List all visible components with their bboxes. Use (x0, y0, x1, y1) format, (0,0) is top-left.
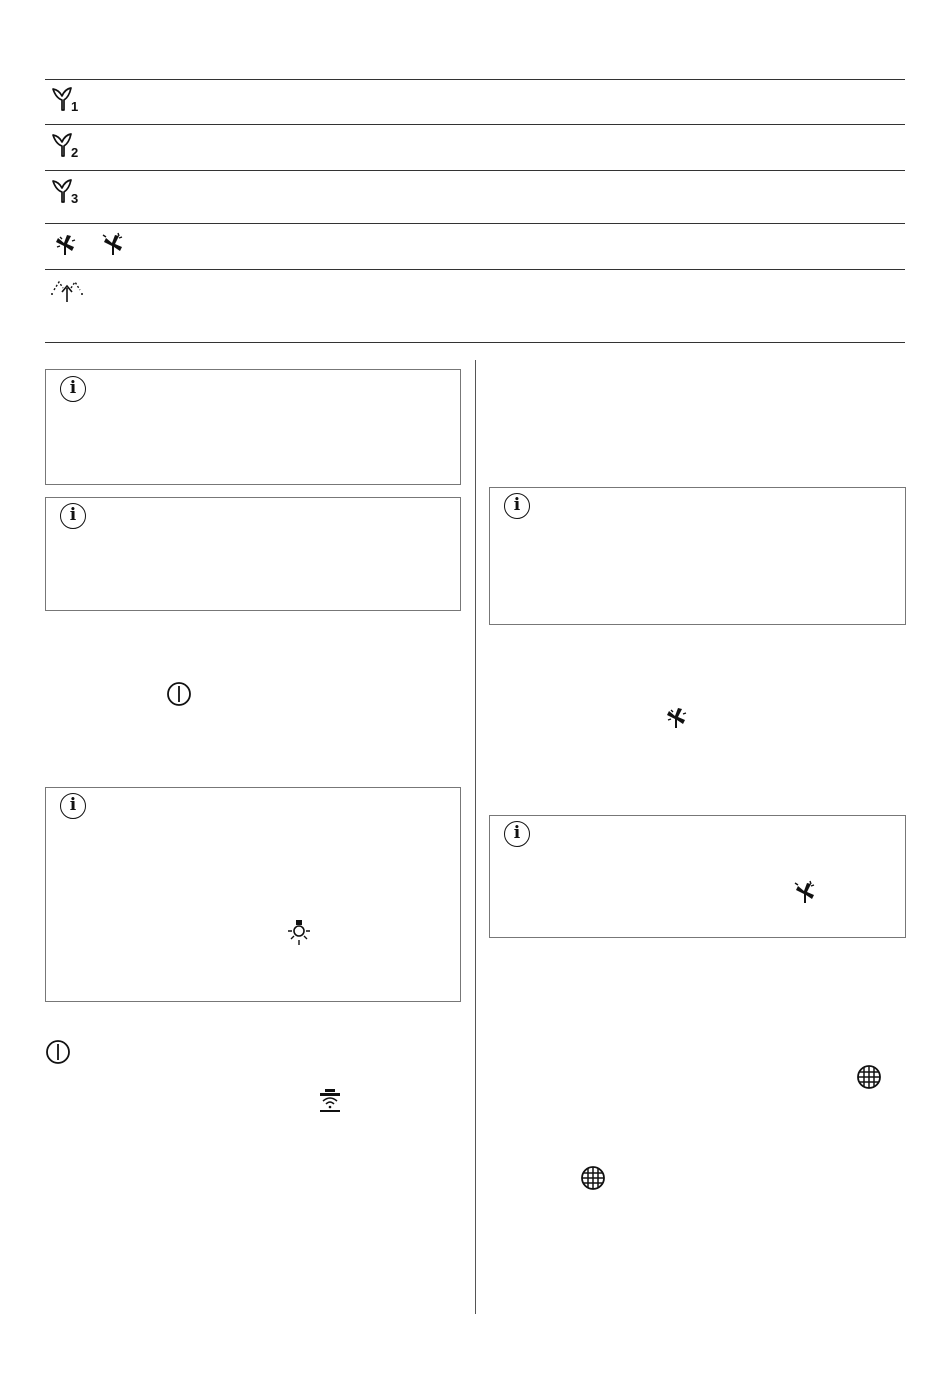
table-bottom-rule (45, 342, 905, 343)
filter-grid-icon (856, 1064, 882, 1090)
svg-text:3: 3 (71, 191, 79, 206)
fan-speed-1-icon (50, 86, 82, 112)
table-row-divider (45, 223, 905, 224)
info-box (45, 787, 461, 1002)
fan-speed-2-icon (50, 132, 82, 158)
light-icon (286, 919, 312, 947)
hob-to-hood-wireless-icon (319, 1089, 341, 1113)
fan-speed-3-icon (50, 178, 82, 204)
table-row-divider (45, 269, 905, 270)
info-icon: i (60, 376, 86, 402)
table-row-divider (45, 170, 905, 171)
info-box (45, 497, 461, 611)
table-row-divider (45, 124, 905, 125)
fan-boost-icon (663, 706, 689, 730)
column-divider (475, 360, 476, 1314)
info-icon: i (504, 493, 530, 519)
info-box (489, 815, 906, 938)
info-icon: i (60, 503, 86, 529)
table-top-rule (45, 79, 905, 80)
fan-boost-icon (52, 233, 78, 257)
info-icon: i (60, 793, 86, 819)
fan-auto-icon (100, 233, 126, 257)
svg-text:2: 2 (71, 145, 79, 160)
svg-text:1: 1 (71, 99, 79, 114)
power-icon (45, 1039, 71, 1065)
filter-grid-icon (580, 1165, 606, 1191)
info-box (45, 369, 461, 485)
breeze-icon (50, 278, 84, 304)
info-box (489, 487, 906, 625)
power-icon (166, 681, 192, 707)
fan-auto-icon (792, 881, 818, 905)
info-icon: i (504, 821, 530, 847)
